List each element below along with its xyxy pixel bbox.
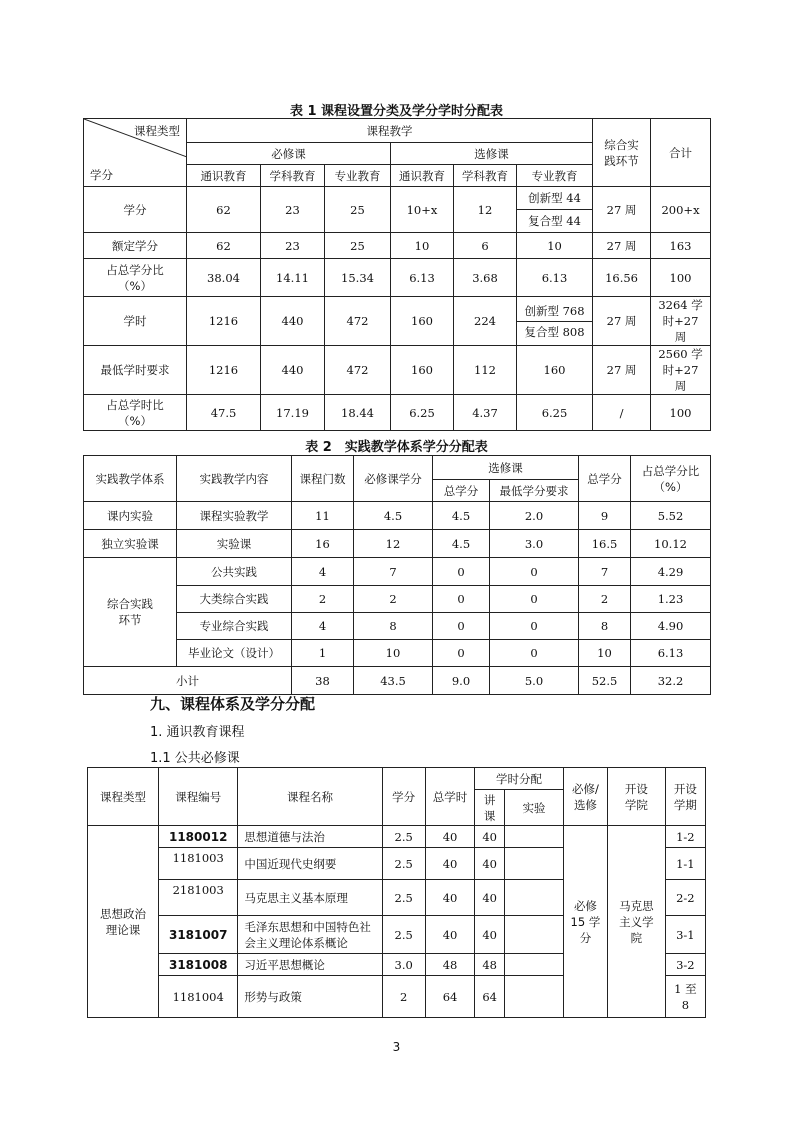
table1-subcol: 学科教育: [261, 165, 325, 187]
cell: 14.11: [261, 259, 325, 297]
cell: 47.5: [187, 395, 261, 431]
cell: 11: [292, 502, 354, 530]
cell: 4: [292, 558, 354, 586]
cell: 440: [261, 346, 325, 395]
cell: 6.25: [391, 395, 454, 431]
cell: 0: [433, 558, 490, 586]
table2-caption: 表 2 实践教学体系学分分配表: [305, 440, 488, 455]
cell: 3-2: [665, 954, 705, 976]
cell: 15.34: [325, 259, 391, 297]
cell: 9: [579, 502, 631, 530]
cell: 10.12: [631, 530, 711, 558]
cell: [505, 916, 564, 954]
cell: 课内实验: [84, 502, 177, 530]
table1: [83, 118, 711, 431]
table-row: [84, 586, 711, 613]
cell: 100: [651, 259, 711, 297]
cell: 4.5: [433, 530, 490, 558]
cell: 2: [579, 586, 631, 613]
t2-h-ratio: 占总学分比（%）: [631, 456, 711, 502]
cell: 1 至 8: [665, 976, 705, 1018]
t2-h-system: 实践教学体系: [84, 456, 177, 502]
cell: 40: [475, 826, 505, 848]
cell: 7: [579, 558, 631, 586]
cell: 2: [382, 976, 425, 1018]
cell: 0: [490, 640, 579, 667]
course-code: 3181008: [159, 954, 238, 976]
cell: 9.0: [433, 667, 490, 695]
table1-col-practice: 综合实践环节: [593, 119, 651, 187]
cell: 1.23: [631, 586, 711, 613]
table3: [87, 767, 706, 1018]
cell: 8: [354, 613, 433, 640]
split-top: 创新型 768: [524, 303, 585, 318]
table1-subcol: 专业教育: [325, 165, 391, 187]
cell: 40: [475, 916, 505, 954]
t2-h-count: 课程门数: [292, 456, 354, 502]
cell: 62: [187, 187, 261, 233]
row-label: 学时: [84, 297, 187, 346]
course-name: 毛泽东思想和中国特色社会主义理论体系概论: [238, 916, 382, 954]
cell: 40: [425, 848, 474, 880]
table-row: [84, 297, 711, 346]
table1-group-elective: 选修课: [391, 143, 593, 165]
t3-h-type: 课程类型: [88, 768, 159, 826]
cell: 2.5: [382, 826, 425, 848]
cell: 10: [354, 640, 433, 667]
cell: 440: [261, 297, 325, 346]
cell: 1216: [187, 297, 261, 346]
t3-h-term: 开设学期: [665, 768, 705, 826]
cell: 17.19: [261, 395, 325, 431]
cell: 10: [579, 640, 631, 667]
cell: 160: [391, 297, 454, 346]
cell: 4.90: [631, 613, 711, 640]
cell: 综合实践环节: [84, 558, 177, 667]
course-code: 3181007: [159, 916, 238, 954]
cell: 0: [433, 586, 490, 613]
cell: [505, 954, 564, 976]
cell: 2-2: [665, 880, 705, 916]
table2: [83, 455, 711, 695]
cell: 3.68: [454, 259, 517, 297]
cell: 25: [325, 233, 391, 259]
cell: 100: [651, 395, 711, 431]
t2-h-elective-min: 最低学分要求: [490, 480, 579, 502]
cell: 18.44: [325, 395, 391, 431]
table1-corner: [84, 119, 187, 187]
cell: 27 周: [593, 233, 651, 259]
cell: 0: [490, 558, 579, 586]
course-name: 思想道德与法治: [238, 826, 382, 848]
course-name: 习近平思想概论: [238, 954, 382, 976]
cell: 10: [517, 233, 593, 259]
cell: 4: [292, 613, 354, 640]
cell: 16.5: [579, 530, 631, 558]
t3-h-lab: 实验: [505, 790, 564, 826]
cell: 公共实践: [177, 558, 292, 586]
cell: 40: [425, 826, 474, 848]
cell: 10: [391, 233, 454, 259]
cell: 27 周: [593, 187, 651, 233]
split-cell: [517, 297, 593, 346]
t3-req-note: 必修 15 学分: [563, 826, 607, 1018]
row-label: 最低学时要求: [84, 346, 187, 395]
cell: 2: [292, 586, 354, 613]
course-code: 1180012: [159, 826, 238, 848]
cell: [505, 880, 564, 916]
table-row: [84, 640, 711, 667]
t3-h-credit: 学分: [382, 768, 425, 826]
cell: 1-1: [665, 848, 705, 880]
t3-h-college: 开设学院: [608, 768, 666, 826]
cell: 38.04: [187, 259, 261, 297]
row-label: 占总学分比（%）: [84, 259, 187, 297]
cell: 5.52: [631, 502, 711, 530]
cell: 2: [354, 586, 433, 613]
cell: 1-2: [665, 826, 705, 848]
cell: 1216: [187, 346, 261, 395]
cell: 毕业论文（设计）: [177, 640, 292, 667]
table-row: [84, 613, 711, 640]
cell: 40: [425, 880, 474, 916]
cell: 大类综合实践: [177, 586, 292, 613]
cell: 16.56: [593, 259, 651, 297]
cell: 3-1: [665, 916, 705, 954]
cell: 112: [454, 346, 517, 395]
cell: 7: [354, 558, 433, 586]
course-code: 2181003: [159, 880, 238, 916]
t3-college: 马克思主义学院: [608, 826, 666, 1018]
cell: [505, 848, 564, 880]
cell: 48: [475, 954, 505, 976]
section-heading: 九、课程体系及学分分配: [150, 695, 316, 713]
cell: 6.13: [517, 259, 593, 297]
cell: /: [593, 395, 651, 431]
cell: 4.5: [354, 502, 433, 530]
cell: 专业综合实践: [177, 613, 292, 640]
course-name: 形势与政策: [238, 976, 382, 1018]
cell: 8: [579, 613, 631, 640]
subsection-heading: 1. 通识教育课程: [150, 725, 245, 740]
t2-h-elective-total: 总学分: [433, 480, 490, 502]
table1-subcol: 通识教育: [187, 165, 261, 187]
row-label: 占总学时比（%）: [84, 395, 187, 431]
table-row: [84, 558, 711, 586]
cell: 472: [325, 297, 391, 346]
cell: 52.5: [579, 667, 631, 695]
cell: 0: [433, 640, 490, 667]
table-row: [84, 502, 711, 530]
cell: [505, 976, 564, 1018]
table-row: [84, 259, 711, 297]
cell: 2.0: [490, 502, 579, 530]
cell: 40: [475, 880, 505, 916]
cell: 6: [454, 233, 517, 259]
cell: 0: [490, 586, 579, 613]
cell: 4.37: [454, 395, 517, 431]
table-row: [88, 826, 706, 848]
split-top: 创新型 44: [528, 191, 581, 205]
split-cell: [517, 187, 593, 233]
cell: 40: [475, 848, 505, 880]
cell: 0: [490, 613, 579, 640]
cell: 2560 学时+27 周: [651, 346, 711, 395]
cell: 3.0: [382, 954, 425, 976]
t2-h-content: 实践教学内容: [177, 456, 292, 502]
cell: 2.5: [382, 880, 425, 916]
cell: 27 周: [593, 346, 651, 395]
table1-group-main: 课程教学: [187, 119, 593, 143]
cell: 6.13: [631, 640, 711, 667]
t2-h-elective: 选修课: [433, 456, 579, 480]
table1-subcol: 学科教育: [454, 165, 517, 187]
split-bottom: 复合型 808: [517, 321, 592, 342]
cell: 1: [292, 640, 354, 667]
cell: 6.13: [391, 259, 454, 297]
split-bottom: 复合型 44: [517, 209, 592, 232]
row-label: 额定学分: [84, 233, 187, 259]
course-code: 1181004: [159, 976, 238, 1018]
course-name: 中国近现代史纲要: [238, 848, 382, 880]
table-row: [84, 395, 711, 431]
t3-h-code: 课程编号: [159, 768, 238, 826]
t3-h-req: 必修/选修: [563, 768, 607, 826]
table1-corner-bottom: 学分: [90, 168, 113, 182]
cell: 48: [425, 954, 474, 976]
cell: 472: [325, 346, 391, 395]
cell: 32.2: [631, 667, 711, 695]
cell: 40: [425, 916, 474, 954]
cell: 实验课: [177, 530, 292, 558]
page-number: 3: [392, 1040, 401, 1054]
t3-h-lecture: 讲课: [475, 790, 505, 826]
row-label: 学分: [84, 187, 187, 233]
cell: 38: [292, 667, 354, 695]
table-row: [84, 187, 711, 233]
cell: 200+x: [651, 187, 711, 233]
cell: 3.0: [490, 530, 579, 558]
table1-caption: 表 1 课程设置分类及学分学时分配表: [289, 104, 504, 119]
table-row-subtotal: [84, 667, 711, 695]
cell: 12: [354, 530, 433, 558]
cell: 224: [454, 297, 517, 346]
t3-category: 思想政治理论课: [88, 826, 159, 1018]
table1-group-required: 必修课: [187, 143, 391, 165]
cell: 课程实验教学: [177, 502, 292, 530]
cell: 3264 学时+27 周: [651, 297, 711, 346]
t3-h-name: 课程名称: [238, 768, 382, 826]
cell: 4.29: [631, 558, 711, 586]
cell: 23: [261, 187, 325, 233]
cell: 10+x: [391, 187, 454, 233]
subsubsection-heading: 1.1 公共必修课: [150, 751, 240, 766]
table-row: [84, 233, 711, 259]
cell: 12: [454, 187, 517, 233]
cell: 2.5: [382, 848, 425, 880]
cell: 160: [391, 346, 454, 395]
table1-subcol: 通识教育: [391, 165, 454, 187]
cell: 64: [475, 976, 505, 1018]
cell: 43.5: [354, 667, 433, 695]
cell: 163: [651, 233, 711, 259]
cell: 160: [517, 346, 593, 395]
cell: 23: [261, 233, 325, 259]
cell: [505, 826, 564, 848]
table-row: [84, 346, 711, 395]
table1-corner-top: 课程类型: [134, 124, 180, 138]
course-name: 马克思主义基本原理: [238, 880, 382, 916]
cell: 6.25: [517, 395, 593, 431]
cell: 25: [325, 187, 391, 233]
subtotal-label: 小计: [84, 667, 292, 695]
t3-h-alloc: 学时分配: [475, 768, 564, 790]
cell: 64: [425, 976, 474, 1018]
cell: 4.5: [433, 502, 490, 530]
cell: 2.5: [382, 916, 425, 954]
t3-h-hours: 总学时: [425, 768, 474, 826]
cell: 62: [187, 233, 261, 259]
course-code: 1181003: [159, 848, 238, 880]
table-row: [84, 530, 711, 558]
t2-h-total: 总学分: [579, 456, 631, 502]
t2-h-required: 必修课学分: [354, 456, 433, 502]
table1-col-total: 合计: [651, 119, 711, 187]
cell: 独立实验课: [84, 530, 177, 558]
cell: 16: [292, 530, 354, 558]
cell: 5.0: [490, 667, 579, 695]
table1-subcol: 专业教育: [517, 165, 593, 187]
cell: 27 周: [593, 297, 651, 346]
cell: 0: [433, 613, 490, 640]
